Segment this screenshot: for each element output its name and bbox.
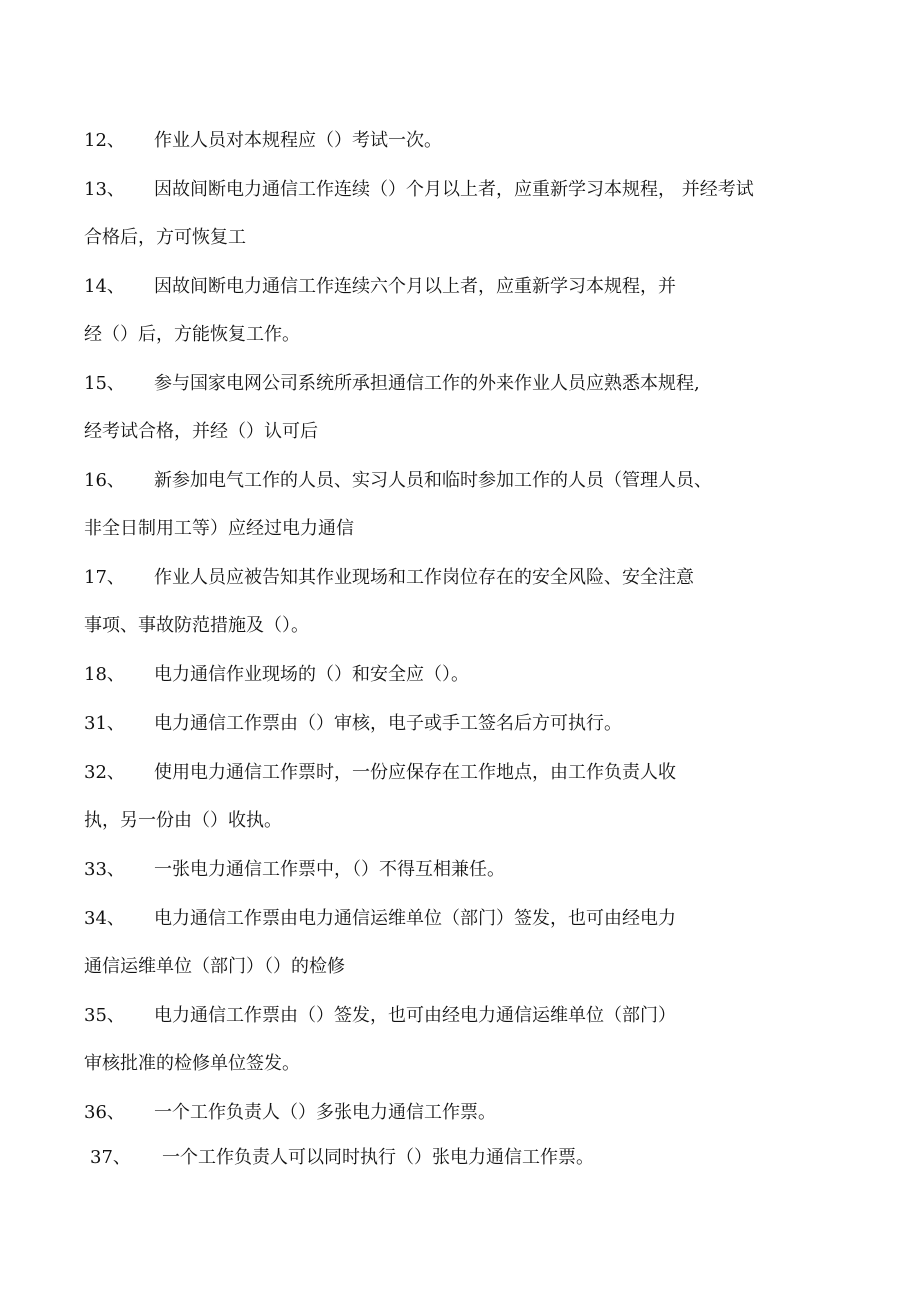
question-35 xyxy=(84,1003,676,1029)
question-text: 因故间断电力通信工作连续六个月以上者，应重新学习本规程，并 xyxy=(154,276,676,297)
question-number: 31、 xyxy=(84,713,125,734)
question-text-cont: 事项、事故防范措施及（）。 xyxy=(84,615,309,636)
question-text-cont: 经考试合格，并经（）认可后 xyxy=(84,421,318,442)
question-text: 参与国家电网公司系统所承担通信工作的外来作业人员应熟悉本规程, xyxy=(154,373,700,394)
question-text: 一张电力通信工作票中，（）不得互相兼任。 xyxy=(154,859,505,880)
question-text: 使用电力通信工作票时，一份应保存在工作地点，由工作负责人收 xyxy=(154,762,676,783)
question-number: 14、 xyxy=(84,276,125,297)
question-text: 电力通信工作票由（）审核，电子或手工签名后方可执行。 xyxy=(154,713,622,734)
question-15 xyxy=(84,371,700,397)
question-number: 17、 xyxy=(84,567,125,588)
question-16-cont xyxy=(84,516,354,542)
question-34 xyxy=(84,906,676,932)
question-13 xyxy=(84,177,754,203)
question-text-cont: 审核批准的检修单位签发。 xyxy=(84,1053,300,1074)
question-text-cont: 经（）后，方能恢复工作。 xyxy=(84,324,300,345)
question-number: 37、 xyxy=(90,1147,131,1168)
question-text: 因故间断电力通信工作连续（）个月以上者，应重新学习本规程， 并经考试 xyxy=(154,179,754,200)
question-14-cont xyxy=(84,322,300,348)
question-number: 13、 xyxy=(84,179,125,200)
question-16 xyxy=(84,468,712,494)
question-text: 一个工作负责人（）多张电力通信工作票。 xyxy=(154,1102,496,1123)
question-17-cont xyxy=(84,613,309,639)
question-number: 32、 xyxy=(84,762,125,783)
question-36 xyxy=(84,1100,496,1126)
question-text: 电力通信作业现场的（）和安全应（）。 xyxy=(154,664,469,685)
question-12 xyxy=(84,128,442,154)
question-text: 作业人员对本规程应（）考试一次。 xyxy=(154,130,442,151)
question-32 xyxy=(84,760,676,786)
question-text-cont: 执，另一份由（）收执。 xyxy=(84,810,282,831)
question-text-cont: 非全日制用工等）应经过电力通信 xyxy=(84,518,354,539)
question-17 xyxy=(84,565,694,591)
question-13-cont xyxy=(84,225,246,251)
question-18 xyxy=(84,662,469,688)
question-text: 新参加电气工作的人员、实习人员和临时参加工作的人员（管理人员、 xyxy=(154,470,712,491)
question-35-cont xyxy=(84,1051,300,1077)
question-text: 作业人员应被告知其作业现场和工作岗位存在的安全风险、安全注意 xyxy=(154,567,694,588)
question-37 xyxy=(90,1145,594,1171)
question-32-cont xyxy=(84,808,282,834)
question-number: 35、 xyxy=(84,1005,125,1026)
question-33 xyxy=(84,857,505,883)
question-number: 15、 xyxy=(84,373,125,394)
question-34-cont xyxy=(84,954,345,980)
question-31 xyxy=(84,711,622,737)
question-number: 34、 xyxy=(84,908,125,929)
question-number: 36、 xyxy=(84,1102,125,1123)
question-number: 16、 xyxy=(84,470,125,491)
question-text: 电力通信工作票由（）签发，也可由经电力通信运维单位（部门） xyxy=(154,1005,676,1026)
question-text-cont: 通信运维单位（部门）（）的检修 xyxy=(84,956,345,977)
question-14 xyxy=(84,274,676,300)
question-15-cont xyxy=(84,419,318,445)
question-text: 电力通信工作票由电力通信运维单位（部门）签发，也可由经电力 xyxy=(154,908,676,929)
question-number: 12、 xyxy=(84,130,125,151)
question-number: 33、 xyxy=(84,859,125,880)
question-text: 一个工作负责人可以同时执行（）张电力通信工作票。 xyxy=(162,1147,594,1168)
question-number: 18、 xyxy=(84,664,125,685)
question-text-cont: 合格后，方可恢复工 xyxy=(84,227,246,248)
